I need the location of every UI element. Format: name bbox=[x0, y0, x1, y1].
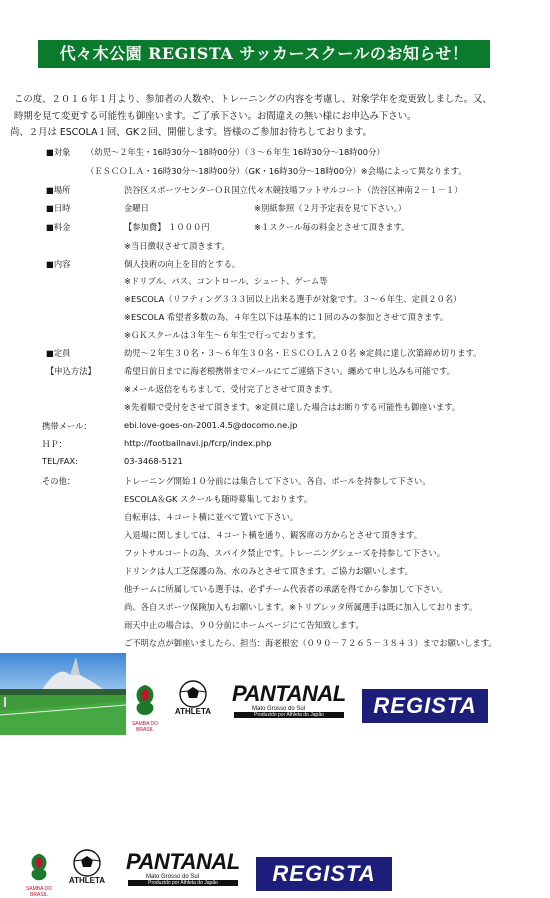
other-line: 他チームに所属している選手は、必ずチーム代表者の承諾を得てから参加して下さい。 bbox=[124, 584, 448, 594]
athleta-logo-text: ATHLETA bbox=[68, 876, 106, 885]
pantanal-sub-2: Produzido por Athleta do Japão bbox=[128, 880, 238, 886]
other-line: ドリンクは人工芝保護の為、水のみとさせて頂きます。ご協力お願いします。 bbox=[124, 566, 413, 576]
regista-logo-text: REGISTA bbox=[272, 861, 376, 886]
other-line: トレーニング開始１０分前には集合して下さい。各自、ボールを持参して下さい。 bbox=[124, 476, 431, 486]
apply-line: ※先着順で受付をさせて頂きます。※定員に達した場合はお断りする可能性も御座います。 bbox=[124, 402, 461, 412]
content-label: ■内容 bbox=[46, 259, 71, 269]
fee-label: ■料金 bbox=[46, 222, 71, 232]
regista-logo-text: REGISTA bbox=[373, 693, 477, 718]
fee-note-2: ※当日徴収させて頂きます。 bbox=[124, 241, 230, 251]
other-line: 雨天中止の場合は、９０分前にホームページにて告知致します。 bbox=[124, 620, 364, 630]
date-note: ※別紙参照（２月予定表を見て下さい。） bbox=[254, 203, 407, 213]
regista-logo-2 bbox=[256, 857, 392, 891]
fee-value: 【参加費】 １０００円 bbox=[124, 222, 210, 232]
other-label: その他： bbox=[42, 476, 76, 486]
intro-line: 時期を見て変更する可能性も御座います。ご了承下さい。お間違えの無い様にお申込み下さい。 bbox=[14, 110, 417, 122]
samba-logo-2 bbox=[24, 852, 54, 898]
hp-link[interactable]: http://footballnavi.jp/fcrp/index.php bbox=[124, 438, 272, 448]
apply-line: 希望日前日までに海老根携帯までメールにてご連絡下さい。纏めて申し込みも可能です。 bbox=[124, 366, 456, 376]
target-line-2: （ＥＳＣＯＬＡ・16時30分～18時00分）（GK・16時30分～18時00分）※会場によって異なります。 bbox=[86, 166, 467, 176]
pantanal-logo-text: PANTANAL bbox=[232, 681, 346, 706]
pantanal-sub-1: Mato Grosso do Sul bbox=[146, 874, 200, 880]
samba-logo-1 bbox=[130, 683, 160, 733]
capacity-value: 幼児～２年生３０名・３～６年生３０名・ＥＳＣＯＬＡ２０名 ※定員に達し次第締め切ります。 bbox=[124, 348, 482, 358]
stadium-photo bbox=[0, 653, 126, 735]
regista-logo-1 bbox=[362, 689, 488, 723]
pantanal-logo-1 bbox=[232, 682, 352, 726]
apply-line: ※メール返信をもちまして、受付完了とさせて頂きます。 bbox=[124, 384, 338, 394]
content-line: ※ESCOLA 希望者多数の為、４年生以下は基本的に１回のみの参加とさせて頂きます。 bbox=[124, 312, 449, 322]
notice-title: 代々木公園 REGISTA サッカースクールのお知らせ！ bbox=[38, 40, 490, 68]
other-line: フットサルコートの為、スパイク禁止です。トレーニングシューズを持参して下さい。 bbox=[124, 548, 446, 558]
content-line: ※ESCOLA（リフティング３３３回以上出来る選手が対象です。３～６年生、定員２０名） bbox=[124, 294, 462, 304]
intro-line: 尚、２月は ESCOLA１回、GK２回、開催します。皆様のご参加お待ちしております。 bbox=[10, 127, 372, 138]
tel-label: TEL/FAX: bbox=[42, 456, 78, 466]
athleta-logo-1 bbox=[168, 679, 218, 723]
target-line-1: （幼児～２年生・16時30分～18時00分）（３～６年生 16時30分～18時00分） bbox=[86, 147, 385, 157]
pantanal-sub-1: Mato Grosso do Sul bbox=[252, 706, 306, 712]
samba-logo-text: SAMBA DO BRASIL bbox=[25, 886, 53, 898]
content-line: ※ＧＫスクールは３年生～６年生で行っております。 bbox=[124, 330, 321, 340]
pantanal-sub-2: Produzido por Athleta do Japão bbox=[234, 712, 344, 718]
content-line: ※ドリブル、パス、コントロール、シュート、ゲーム等 bbox=[124, 276, 328, 286]
intro-line: この度、２０１６年１月より、参加者の人数や、トレーニングの内容を考慮し、対象学年を変更致しました。又、 bbox=[14, 94, 492, 105]
hp-label: ＨＰ： bbox=[42, 439, 67, 449]
date-value: 金曜日 bbox=[124, 203, 149, 213]
target-label: ■対象 bbox=[46, 147, 71, 157]
mail-label: 携帯メール： bbox=[42, 421, 92, 431]
other-line: 自転車は、４コート横に並べて置いて下さい。 bbox=[124, 512, 299, 522]
tel-value: 03-3468-5121 bbox=[124, 456, 183, 466]
athleta-logo-text: ATHLETA bbox=[174, 707, 212, 716]
content-line: 個人技術の向上を目的とする。 bbox=[124, 259, 241, 269]
intro-text bbox=[10, 92, 544, 142]
pantanal-logo-2 bbox=[126, 850, 246, 892]
other-line: 入退場に関しましては、４コート横を通り、観客席の方からとさせて頂きます。 bbox=[124, 530, 423, 540]
fee-note: ※１スクール毎の料金とさせて頂きます。 bbox=[254, 222, 410, 232]
pantanal-logo-text: PANTANAL bbox=[126, 849, 240, 874]
apply-label: 【申込方法】 bbox=[46, 366, 96, 376]
other-line: ESCOLA＆GK スクールも随時募集しております。 bbox=[124, 494, 313, 504]
date-label: ■日時 bbox=[46, 203, 71, 213]
place-value: 渋谷区スポーツセンターＯＲ国立代々木競技場フットサルコート（渋谷区神南２－１－１） bbox=[124, 185, 463, 195]
mail-value[interactable]: ebi.love-goes-on-2001.4.5@docomo.ne.jp bbox=[124, 420, 298, 430]
athleta-logo-2 bbox=[62, 848, 112, 892]
other-line: 尚、各自スポーツ保険加入もお願いします。※トリプレッタ所属選手は既に加入しております。 bbox=[124, 602, 478, 612]
place-label: ■場所 bbox=[46, 185, 71, 195]
capacity-label: ■定員 bbox=[46, 348, 71, 358]
samba-logo-text: SAMBA DO BRASIL bbox=[131, 721, 159, 733]
other-line: ご不明な点が御座いましたら、担当：海老根宏（０９０－７２６５－３８４３）までお願いします。 bbox=[124, 638, 497, 648]
